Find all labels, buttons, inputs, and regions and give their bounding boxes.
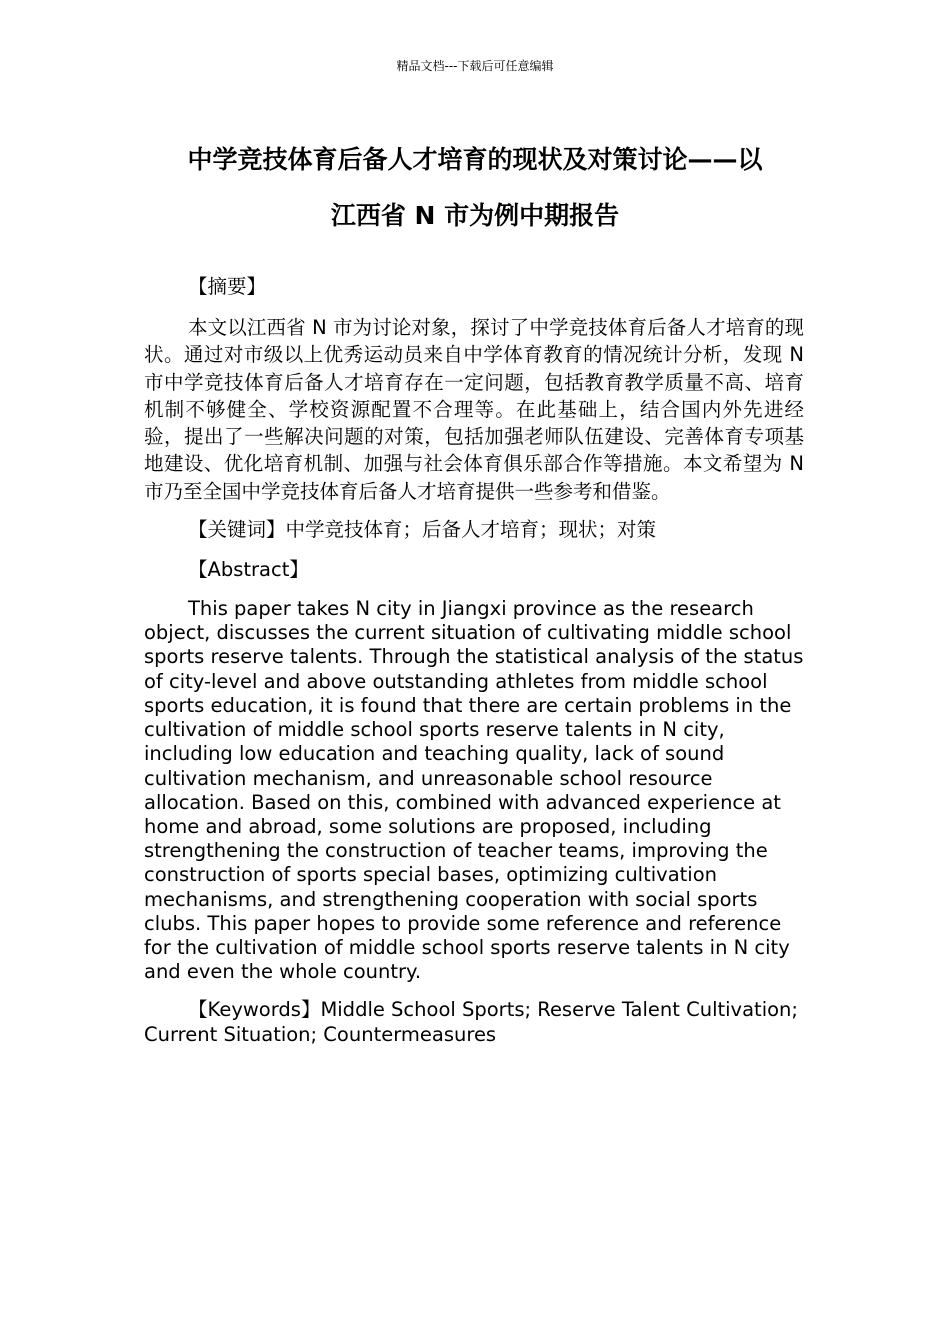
document-title (140, 132, 810, 244)
keywords-en: 【Keywords】Middle School Sports; Reserve Talent Cultivation; Current Situation; Countermeasures (144, 998, 798, 1046)
abstract-cn-label: 【摘要】 (188, 275, 267, 298)
page-header: 精品文档---下载后可任意编辑 (396, 59, 554, 73)
title-line-1: 中学竞技体育后备人才培育的现状及对策讨论——以 (187, 145, 763, 174)
abstract-en-paragraph: This paper takes N city in Jiangxi province as the research object, discusses the current situation of cultivating middle school sports reserve talents. Through the statistical analysis of the status of city-level and above outstanding athletes from middle school sports education, it is found that there are certain problems in the cultivation of middle school sports reserve talents in N city, including low education and teaching quality, lack of sound cultivation mechanism, and unreasonable school resource allocation. Based on this, combined with advanced experience at home and abroad, some solutions are proposed, including strengthening the construction of teacher teams, improving the construction of sports special bases, optimizing cultivation mechanisms, and strengthening cooperation with social sports clubs. This paper hopes to provide some reference and reference for the cultivation of middle school sports reserve talents in N city and even the whole country. (144, 597, 804, 984)
abstract-en-label: 【Abstract】 (188, 558, 309, 582)
document-body (144, 272, 804, 1047)
title-line-2: 江西省 N 市为例中期报告 (330, 201, 620, 230)
keywords-cn: 【关键词】中学竞技体育；后备人才培育；现状；对策 (188, 518, 657, 542)
abstract-cn-paragraph: 本文以江西省 N 市为讨论对象，探讨了中学竞技体育后备人才培育的现状。通过对市级以上优秀运动员来自中学体育教育的情况统计分析，发现 N 市中学竞技体育后备人才培育存在一定问题，包括教育教学质量不高、培育机制不够健全、学校资源配置不合理等。在此基础上，结合国内外先进经验，提出了一些解决问题的对策，包括加强老师队伍建设、完善体育专项基地建设、优化培育机制、加强与社会体育俱乐部合作等措施。本文希望为 N 市乃至全国中学竞技体育后备人才培育提供一些参考和借鉴。 (144, 316, 804, 503)
